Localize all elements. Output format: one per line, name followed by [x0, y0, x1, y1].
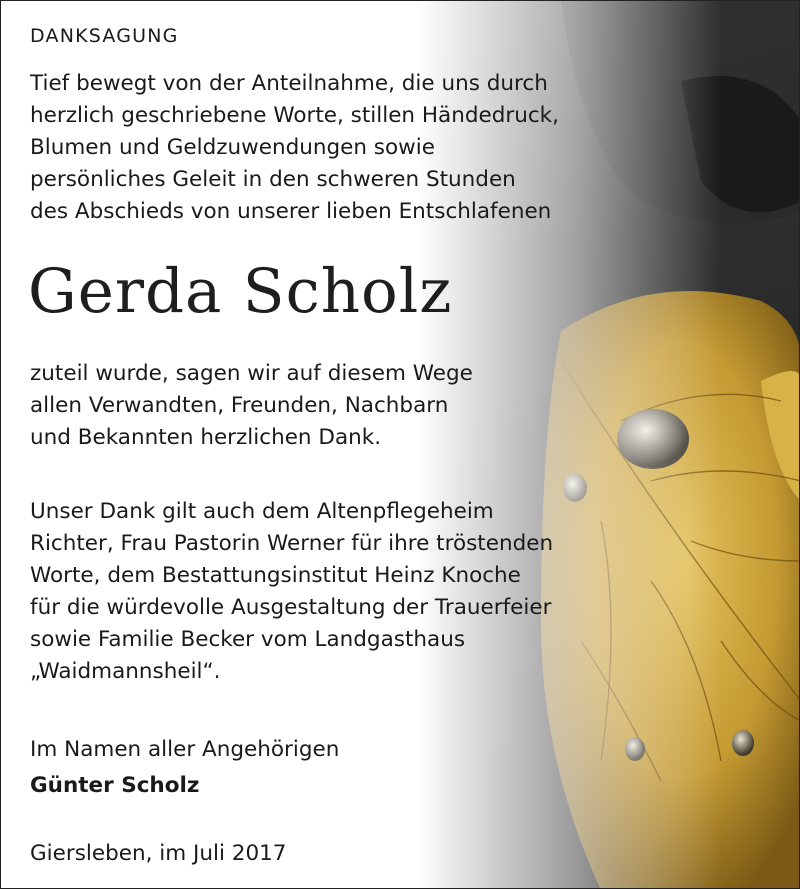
special-thanks-paragraph: Unser Dank gilt auch dem Altenpflegeheim Richter, Frau Pastorin Werner für ihre tröstenden Worte, dem Bestattungsinstitut Heinz Knoche für die würdevolle Ausgestaltung der Trauerfeier sowie Familie Becker vom Landgasthaus „Waidmannsheil“. — [30, 499, 554, 684]
notice-heading: DANKSAGUNG — [30, 25, 179, 47]
notice-text — [1, 1, 800, 889]
signer-name: Günter Scholz — [30, 773, 200, 798]
intro-paragraph: Tief bewegt von der Anteilnahme, die uns durch herzlich geschriebene Worte, stillen Händedruck, Blumen und Geldzuwendungen sowie persönliches Geleit in den schweren Stunden des Abschieds von unserer lieben Entschlafenen — [30, 71, 559, 224]
signoff-line: Im Namen aller Angehörigen — [30, 737, 340, 762]
deceased-name: Gerda Scholz — [28, 256, 453, 327]
place-date: Giersleben, im Juli 2017 — [30, 841, 287, 866]
thanks-paragraph: zuteil wurde, sagen wir auf diesem Wege allen Verwandten, Freunden, Nachbarn und Bekannten herzlichen Dank. — [30, 361, 473, 450]
